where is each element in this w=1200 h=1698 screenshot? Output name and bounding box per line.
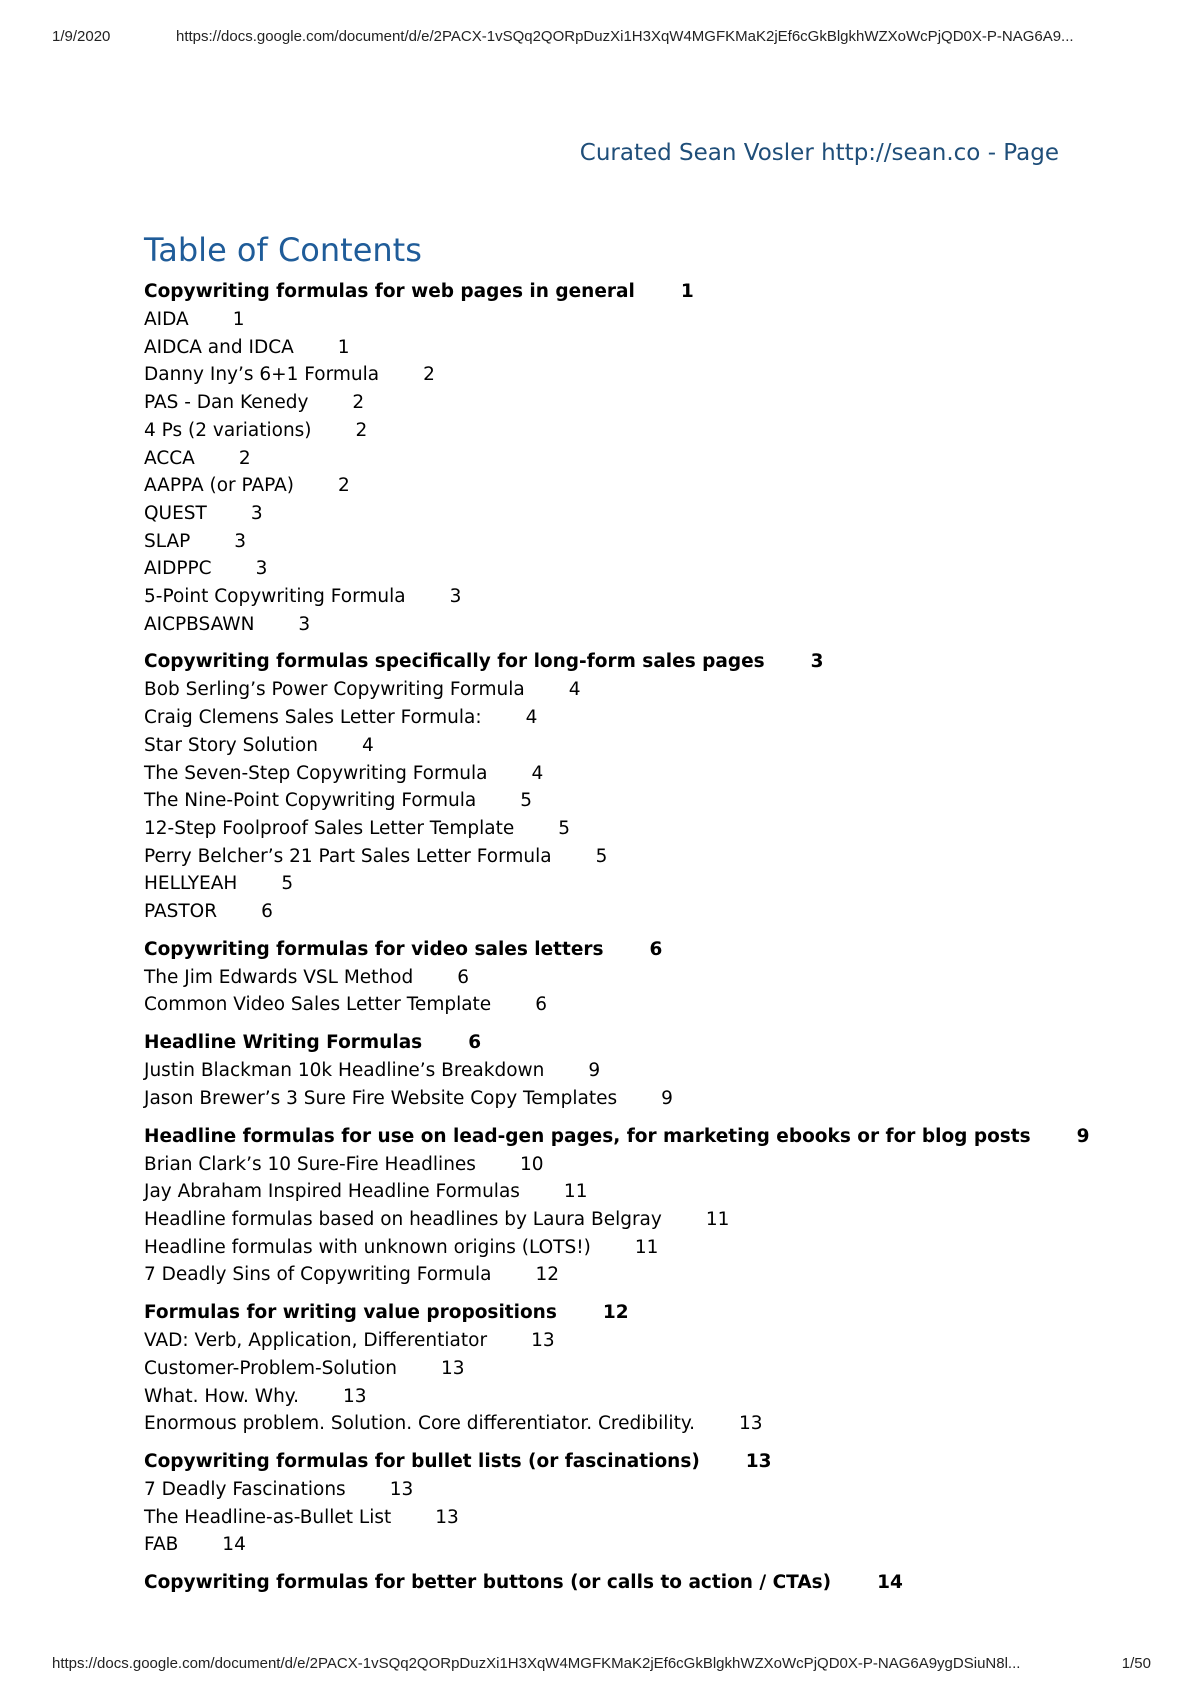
- toc-entry-link[interactable]: [144, 1327, 1144, 1355]
- toc-title: Table of Contents: [144, 231, 422, 269]
- toc-sections: [144, 278, 1144, 1597]
- toc-entry-page: 12: [535, 1264, 560, 1286]
- toc-entry-label: PASTOR: [144, 901, 218, 923]
- toc-entry-label: VAD: Verb, Application, Differentiator: [144, 1330, 488, 1352]
- toc-entry-page: 2: [338, 475, 350, 497]
- toc-entry-page: 13: [739, 1413, 763, 1435]
- toc-entry-link[interactable]: [144, 500, 1144, 528]
- toc-entry-label: What. How. Why.: [144, 1385, 300, 1407]
- toc-entry-page: 9: [661, 1087, 673, 1109]
- toc-entry-page: 5: [520, 790, 532, 812]
- toc-heading-page: 3: [810, 651, 824, 673]
- toc-entry-page: 5: [595, 845, 608, 867]
- toc-entry-link[interactable]: [144, 417, 1144, 445]
- page-indicator: 1/50: [1121, 1655, 1151, 1672]
- toc-entry-page: 11: [634, 1236, 659, 1258]
- toc-entry-label: PAS - Dan Kenedy: [144, 392, 309, 414]
- toc-entry-label: Danny Iny’s 6+1 Formula: [144, 364, 380, 386]
- toc-entry-page: 3: [255, 558, 268, 580]
- print-date: 1/9/2020: [52, 28, 111, 45]
- toc-entry-page: 11: [563, 1181, 588, 1203]
- toc-entry-page: 6: [261, 901, 273, 923]
- toc-heading-label: Headline Writing Formulas: [144, 1032, 423, 1054]
- toc-entry-label: Jason Brewer’s 3 Sure Fire Website Copy Templates: [144, 1087, 618, 1109]
- toc-entry-link[interactable]: [144, 555, 1144, 583]
- toc-section: [144, 1299, 1144, 1438]
- toc-entry-link[interactable]: [144, 1383, 1144, 1411]
- toc-entry-page: 4: [531, 762, 544, 784]
- toc-entry-link[interactable]: [144, 676, 1144, 704]
- table-of-contents: [144, 230, 1144, 1597]
- print-url: https://docs.google.com/document/d/e/2PACX-1vSQq2QORpDuzXi1H3XqW4MGFKMaK2jEf6cGkBlgkhWZXoWcPjQD0X-P-NAG6A9...: [176, 28, 1074, 45]
- toc-entry-link[interactable]: [144, 1410, 1144, 1438]
- toc-heading-page: 14: [877, 1572, 903, 1594]
- toc-entry-label: Common Video Sales Letter Template: [144, 994, 492, 1016]
- toc-entry-label: Headline formulas with unknown origins (LOTS!): [144, 1236, 591, 1258]
- toc-entry-label: 7 Deadly Sins of Copywriting Formula: [144, 1264, 492, 1286]
- toc-entry-page: 6: [457, 966, 469, 988]
- toc-entry-page: 2: [352, 392, 365, 414]
- toc-entry-label: SLAP: [144, 530, 191, 552]
- toc-entry-link[interactable]: [144, 1151, 1144, 1179]
- toc-entry-link[interactable]: [144, 334, 1144, 362]
- toc-entry-label: 12-Step Foolproof Sales Letter Template: [144, 817, 515, 839]
- toc-entry-link[interactable]: [144, 1476, 1144, 1504]
- toc-heading-label: Copywriting formulas for video sales letters: [144, 938, 604, 960]
- toc-entry-link[interactable]: [144, 964, 1144, 992]
- toc-entry-label: 4 Ps (2 variations): [144, 419, 312, 441]
- toc-entry-label: Bob Serling’s Power Copywriting Formula: [144, 679, 525, 701]
- toc-heading-label: Copywriting formulas for web pages in general: [144, 281, 635, 302]
- toc-entry-page: 14: [222, 1534, 246, 1556]
- toc-entry-page: 4: [525, 707, 538, 729]
- toc-entry-page: 4: [361, 734, 374, 756]
- toc-entry-page: 5: [558, 817, 571, 839]
- toc-entry-link[interactable]: [144, 870, 1144, 898]
- toc-entry-link[interactable]: [144, 583, 1144, 611]
- toc-entry-link[interactable]: [144, 732, 1144, 760]
- toc-entry-page: 11: [705, 1208, 730, 1230]
- toc-entry-label: HELLYEAH: [144, 873, 238, 895]
- toc-entry-page: 3: [449, 586, 462, 608]
- toc-heading-link[interactable]: [144, 278, 1144, 306]
- toc-heading-page: 9: [1076, 1125, 1090, 1147]
- toc-entry-link[interactable]: [144, 1178, 1144, 1206]
- toc-entry-label: Perry Belcher’s 21 Part Sales Letter Formula: [144, 845, 552, 867]
- toc-entry-link[interactable]: [144, 843, 1144, 871]
- toc-entry-page: 1: [337, 336, 350, 358]
- toc-heading-label: Headline formulas for use on lead-gen pages, for marketing ebooks or for blog posts: [144, 1125, 1031, 1147]
- toc-entry-label: FAB: [144, 1534, 179, 1556]
- toc-heading-page: 6: [468, 1032, 482, 1054]
- toc-entry-link[interactable]: [144, 445, 1144, 473]
- toc-entry-link[interactable]: [144, 1355, 1144, 1383]
- toc-section: [144, 936, 1144, 1019]
- toc-entry-page: 13: [435, 1506, 459, 1528]
- toc-section: [144, 1569, 1144, 1597]
- toc-heading-link[interactable]: [144, 1569, 1144, 1597]
- toc-entry-label: Brian Clark’s 10 Sure-Fire Headlines: [144, 1153, 476, 1175]
- toc-section: [144, 278, 1144, 638]
- toc-entry-link[interactable]: [144, 361, 1144, 389]
- toc-entry-link[interactable]: [144, 306, 1144, 334]
- toc-heading-label: Copywriting formulas for better buttons (or calls to action / CTAs): [144, 1572, 832, 1594]
- toc-heading-page: 12: [602, 1302, 629, 1324]
- toc-entry-label: AIDCA and IDCA: [144, 336, 294, 358]
- toc-section: [144, 1029, 1144, 1112]
- toc-entry-link[interactable]: [144, 704, 1144, 732]
- toc-heading-link[interactable]: [144, 1299, 1144, 1327]
- print-footer: [0, 1655, 1200, 1679]
- toc-entry-label: Justin Blackman 10k Headline’s Breakdown: [144, 1060, 545, 1082]
- toc-entry-label: AIDA: [144, 309, 189, 330]
- toc-entry-link[interactable]: [144, 1206, 1144, 1234]
- toc-entry-page: 5: [281, 873, 294, 895]
- toc-heading-link[interactable]: [144, 648, 1144, 676]
- toc-entry-label: ACCA: [144, 447, 195, 469]
- toc-entry-link[interactable]: [144, 898, 1144, 926]
- toc-entry-link[interactable]: [144, 389, 1144, 417]
- toc-entry-label: AIDPPC: [144, 558, 212, 580]
- toc-entry-page: 2: [355, 419, 368, 441]
- toc-entry-page: 13: [531, 1330, 555, 1352]
- toc-section: [144, 1448, 1144, 1559]
- footer-url: https://docs.google.com/document/d/e/2PACX-1vSQq2QORpDuzXi1H3XqW4MGFKMaK2jEf6cGkBlgkhWZXoWcPjQD0X-P-NAG6A9ygDSiuN8l...: [52, 1655, 1021, 1672]
- toc-heading-label: Copywriting formulas for bullet lists (or fascinations): [144, 1450, 700, 1472]
- toc-entry-page: 9: [588, 1060, 601, 1082]
- toc-heading-page: 13: [745, 1450, 772, 1472]
- toc-entry-page: 13: [343, 1385, 367, 1407]
- toc-entry-page: 13: [389, 1478, 414, 1500]
- toc-entry-link[interactable]: [144, 1085, 1144, 1113]
- toc-entry-link[interactable]: [144, 1531, 1144, 1559]
- toc-heading-link[interactable]: [144, 1029, 1144, 1057]
- toc-entry-link[interactable]: [144, 1234, 1144, 1262]
- toc-entry-page: 13: [441, 1357, 465, 1379]
- toc-entry-link[interactable]: [144, 760, 1144, 788]
- toc-entry-label: Star Story Solution: [144, 734, 318, 756]
- toc-entry-link[interactable]: [144, 611, 1144, 639]
- toc-entry-link[interactable]: [144, 787, 1144, 815]
- toc-entry-link[interactable]: [144, 528, 1144, 556]
- toc-entry-page: 3: [234, 530, 247, 552]
- toc-entry-page: 3: [250, 502, 263, 524]
- toc-entry-label: 5-Point Copywriting Formula: [144, 586, 406, 608]
- toc-heading-label: Copywriting formulas specifically for long-form sales pages: [144, 651, 765, 673]
- toc-entry-page: 1: [232, 309, 245, 330]
- toc-entry-link[interactable]: [144, 472, 1144, 500]
- toc-entry-page: 3: [298, 613, 311, 635]
- toc-entry-label: AAPPA (or PAPA): [144, 475, 294, 497]
- toc-entry-label: The Headline-as-Bullet List: [144, 1506, 392, 1528]
- toc-entry-label: Jay Abraham Inspired Headline Formulas: [144, 1181, 520, 1203]
- toc-entry-page: 2: [238, 447, 251, 469]
- toc-entry-page: 10: [519, 1153, 544, 1175]
- toc-entry-label: QUEST: [144, 502, 207, 524]
- toc-entry-label: Headline formulas based on headlines by Laura Belgray: [144, 1208, 662, 1230]
- toc-heading-link[interactable]: [144, 1448, 1144, 1476]
- toc-entry-link[interactable]: [144, 815, 1144, 843]
- toc-section: [144, 648, 1144, 925]
- toc-heading-link[interactable]: [144, 1123, 1144, 1151]
- toc-entry-page: 6: [535, 994, 547, 1016]
- toc-entry-label: Enormous problem. Solution. Core differentiator. Credibility.: [144, 1413, 696, 1435]
- document-header: Curated Sean Vosler http://sean.co - Page: [579, 140, 1059, 166]
- toc-entry-label: AICPBSAWN: [144, 613, 255, 635]
- toc-entry-label: The Seven-Step Copywriting Formula: [144, 762, 488, 784]
- toc-heading-page: 1: [680, 281, 694, 302]
- toc-entry-label: Customer-Problem-Solution: [144, 1357, 398, 1379]
- toc-entry-link[interactable]: [144, 1057, 1144, 1085]
- toc-entry-link[interactable]: [144, 991, 1144, 1019]
- toc-entry-link[interactable]: [144, 1261, 1144, 1289]
- toc-entry-label: Craig Clemens Sales Letter Formula:: [144, 707, 482, 729]
- toc-entry-label: 7 Deadly Fascinations: [144, 1478, 346, 1500]
- toc-heading-page: 6: [649, 938, 663, 960]
- toc-entry-page: 2: [423, 364, 435, 386]
- toc-section: [144, 1123, 1144, 1290]
- toc-entry-label: The Nine-Point Copywriting Formula: [144, 790, 477, 812]
- print-header: [0, 28, 1200, 52]
- toc-entry-label: The Jim Edwards VSL Method: [144, 966, 414, 988]
- toc-entry-link[interactable]: [144, 1504, 1144, 1532]
- toc-entry-page: 4: [568, 679, 581, 701]
- toc-heading-label: Formulas for writing value propositions: [144, 1302, 557, 1324]
- toc-heading-link[interactable]: [144, 936, 1144, 964]
